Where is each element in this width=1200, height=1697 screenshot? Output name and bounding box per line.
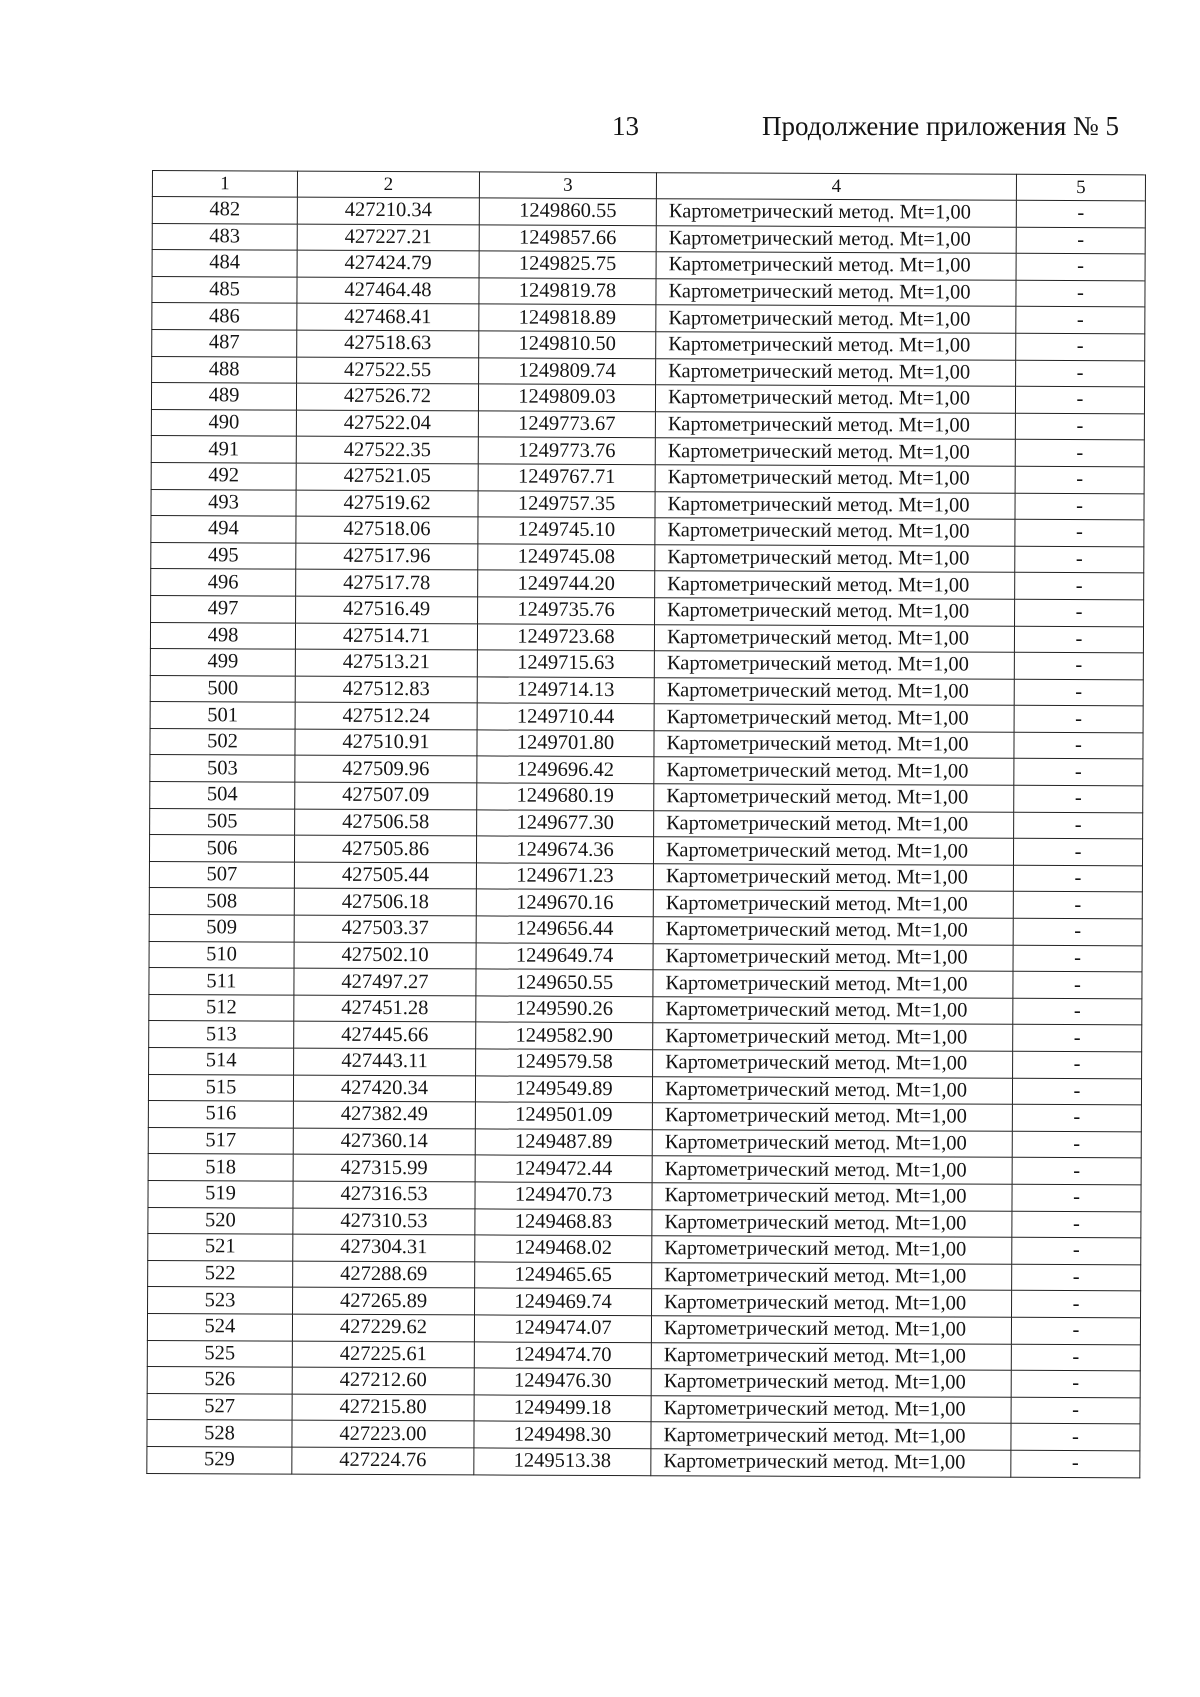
cell-point-number: 497 <box>151 595 296 622</box>
cell-coordinate-x: 427215.80 <box>292 1394 474 1421</box>
cell-method: Картометрический метод. Mt=1,00 <box>652 1076 1012 1104</box>
cell-point-number: 527 <box>147 1393 292 1420</box>
cell-note: - <box>1016 253 1145 280</box>
cell-coordinate-y: 1249860.55 <box>479 198 656 225</box>
cell-point-number: 528 <box>147 1420 292 1447</box>
cell-method: Картометрический метод. Mt=1,00 <box>652 1236 1012 1264</box>
cell-note: - <box>1011 1317 1140 1344</box>
cell-coordinate-x: 427223.00 <box>292 1420 474 1447</box>
cell-coordinate-y: 1249809.74 <box>479 357 656 384</box>
cell-coordinate-y: 1249810.50 <box>479 331 656 358</box>
cell-method: Картометрический метод. Mt=1,00 <box>653 1050 1013 1078</box>
cell-point-number: 509 <box>149 915 294 942</box>
cell-note: - <box>1013 865 1142 892</box>
cell-coordinate-x: 427503.37 <box>294 915 476 942</box>
cell-point-number: 483 <box>152 223 297 250</box>
cell-coordinate-x: 427517.78 <box>296 569 478 596</box>
cell-point-number: 506 <box>149 835 294 862</box>
cell-note: - <box>1012 1184 1141 1211</box>
cell-point-number: 518 <box>148 1154 293 1181</box>
cell-note: - <box>1012 1211 1141 1238</box>
page-number: 13 <box>612 111 639 141</box>
cell-point-number: 523 <box>148 1287 293 1314</box>
cell-method: Картометрический метод. Mt=1,00 <box>656 278 1016 306</box>
cell-coordinate-y: 1249469.74 <box>475 1288 652 1315</box>
cell-coordinate-y: 1249498.30 <box>474 1421 651 1448</box>
cell-method: Картометрический метод. Mt=1,00 <box>652 1289 1012 1317</box>
cell-note: - <box>1014 652 1143 679</box>
cell-method: Картометрический метод. Mt=1,00 <box>653 997 1013 1025</box>
cell-note: - <box>1014 732 1143 759</box>
cell-coordinate-y: 1249818.89 <box>479 304 656 331</box>
cell-method: Картометрический метод. Mt=1,00 <box>656 225 1016 253</box>
cell-point-number: 504 <box>150 782 295 809</box>
cell-point-number: 495 <box>151 542 296 569</box>
cell-coordinate-x: 427512.83 <box>295 676 477 703</box>
cell-note: - <box>1015 466 1144 493</box>
cell-point-number: 503 <box>150 755 295 782</box>
cell-coordinate-x: 427519.62 <box>296 490 478 517</box>
cell-coordinate-x: 427512.24 <box>295 702 477 729</box>
cell-method: Картометрический метод. Mt=1,00 <box>652 1103 1012 1131</box>
cell-coordinate-y: 1249680.19 <box>477 783 654 810</box>
cell-point-number: 513 <box>149 1021 294 1048</box>
cell-coordinate-y: 1249474.70 <box>474 1341 651 1368</box>
cell-coordinate-x: 427265.89 <box>293 1287 475 1314</box>
cell-note: - <box>1014 706 1143 733</box>
cell-coordinate-y: 1249701.80 <box>477 730 654 757</box>
cell-method: Картометрический метод. Mt=1,00 <box>652 1262 1012 1290</box>
cell-point-number: 492 <box>151 462 296 489</box>
cell-coordinate-x: 427304.31 <box>293 1234 475 1261</box>
cell-note: - <box>1015 519 1144 546</box>
cell-coordinate-x: 427224.76 <box>292 1447 474 1474</box>
cell-coordinate-y: 1249825.75 <box>479 251 656 278</box>
cell-coordinate-y: 1249656.44 <box>476 916 653 943</box>
cell-coordinate-y: 1249696.42 <box>477 756 654 783</box>
cell-coordinate-x: 427316.53 <box>293 1181 475 1208</box>
cell-method: Картометрический метод. Mt=1,00 <box>655 571 1015 599</box>
cell-coordinate-y: 1249809.03 <box>478 384 655 411</box>
cell-method: Картометрический метод. Mt=1,00 <box>655 518 1015 546</box>
cell-method: Картометрический метод. Mt=1,00 <box>654 704 1014 732</box>
cell-method: Картометрический метод. Mt=1,00 <box>653 1023 1013 1051</box>
cell-note: - <box>1015 386 1144 413</box>
cell-method: Картометрический метод. Mt=1,00 <box>656 332 1016 360</box>
cell-note: - <box>1013 1025 1142 1052</box>
cell-point-number: 485 <box>152 276 297 303</box>
cell-note: - <box>1015 546 1144 573</box>
cell-note: - <box>1013 971 1142 998</box>
cell-method: Картометрический метод. Mt=1,00 <box>653 837 1013 865</box>
cell-method: Картометрический метод. Mt=1,00 <box>651 1422 1011 1450</box>
cell-coordinate-x: 427518.06 <box>296 516 478 543</box>
cell-point-number: 488 <box>152 356 297 383</box>
cell-method: Картометрический метод. Mt=1,00 <box>655 438 1015 466</box>
cell-coordinate-y: 1249773.76 <box>478 437 655 464</box>
cell-coordinate-y: 1249674.36 <box>476 836 653 863</box>
cell-coordinate-x: 427212.60 <box>292 1367 474 1394</box>
cell-method: Картометрический метод. Mt=1,00 <box>652 1209 1012 1237</box>
cell-method: Картометрический метод. Mt=1,00 <box>656 199 1016 227</box>
cell-method: Картометрический метод. Mt=1,00 <box>656 358 1016 386</box>
cell-note: - <box>1013 1051 1142 1078</box>
cell-point-number: 529 <box>147 1446 292 1473</box>
cell-point-number: 496 <box>151 569 296 596</box>
cell-note: - <box>1013 998 1142 1025</box>
cell-note: - <box>1011 1344 1140 1371</box>
cell-coordinate-y: 1249670.16 <box>476 889 653 916</box>
cell-coordinate-y: 1249472.44 <box>475 1155 652 1182</box>
cell-coordinate-y: 1249649.74 <box>476 943 653 970</box>
cell-point-number: 502 <box>150 728 295 755</box>
cell-note: - <box>1016 307 1145 334</box>
cell-coordinate-x: 427513.21 <box>295 649 477 676</box>
cell-coordinate-y: 1249590.26 <box>476 996 653 1023</box>
cell-method: Картометрический метод. Mt=1,00 <box>655 544 1015 572</box>
cell-coordinate-x: 427509.96 <box>295 756 477 783</box>
appendix-title: Продолжение приложения № 5 <box>762 111 1120 141</box>
cell-note: - <box>1012 1291 1141 1318</box>
cell-note: - <box>1016 280 1145 307</box>
cell-coordinate-y: 1249468.83 <box>475 1208 652 1235</box>
cell-method: Картометрический метод. Mt=1,00 <box>654 731 1014 759</box>
cell-coordinate-y: 1249723.68 <box>477 623 654 650</box>
cell-method: Картометрический метод. Mt=1,00 <box>651 1395 1011 1423</box>
cell-note: - <box>1012 1237 1141 1264</box>
cell-coordinate-y: 1249671.23 <box>476 863 653 890</box>
cell-note: - <box>1011 1397 1140 1424</box>
cell-note: - <box>1015 599 1144 626</box>
cell-coordinate-y: 1249745.08 <box>478 544 655 571</box>
cell-note: - <box>1012 1158 1141 1185</box>
column-header: 5 <box>1016 174 1145 201</box>
cell-coordinate-x: 427522.55 <box>297 357 479 384</box>
cell-point-number: 482 <box>152 197 297 224</box>
cell-coordinate-y: 1249744.20 <box>478 570 655 597</box>
cell-coordinate-x: 427505.86 <box>294 835 476 862</box>
cell-coordinate-y: 1249468.02 <box>475 1235 652 1262</box>
cell-coordinate-y: 1249710.44 <box>477 703 654 730</box>
cell-point-number: 522 <box>148 1260 293 1287</box>
cell-coordinate-x: 427382.49 <box>293 1101 475 1128</box>
cell-coordinate-x: 427360.14 <box>293 1128 475 1155</box>
cell-coordinate-y: 1249499.18 <box>474 1395 651 1422</box>
cell-method: Картометрический метод. Mt=1,00 <box>651 1449 1011 1477</box>
cell-point-number: 500 <box>150 675 295 702</box>
cell-coordinate-y: 1249582.90 <box>476 1022 653 1049</box>
coordinates-table <box>146 170 1146 1478</box>
cell-note: - <box>1013 945 1142 972</box>
cell-coordinate-y: 1249714.13 <box>477 677 654 704</box>
cell-coordinate-x: 427506.58 <box>295 809 477 836</box>
column-header: 2 <box>297 171 479 198</box>
cell-coordinate-x: 427210.34 <box>297 197 479 224</box>
cell-coordinate-y: 1249501.09 <box>475 1102 652 1129</box>
cell-coordinate-y: 1249465.65 <box>475 1262 652 1289</box>
cell-note: - <box>1014 679 1143 706</box>
cell-coordinate-x: 427227.21 <box>297 224 479 251</box>
cell-note: - <box>1013 918 1142 945</box>
cell-coordinate-x: 427510.91 <box>295 729 477 756</box>
cell-point-number: 514 <box>149 1047 294 1074</box>
cell-coordinate-x: 427468.41 <box>297 304 479 331</box>
cell-point-number: 505 <box>150 808 295 835</box>
cell-point-number: 491 <box>151 436 296 463</box>
cell-coordinate-y: 1249487.89 <box>475 1129 652 1156</box>
cell-note: - <box>1016 360 1145 387</box>
cell-note: - <box>1016 200 1145 227</box>
table-body <box>147 197 1146 1478</box>
cell-point-number: 525 <box>147 1340 292 1367</box>
cell-coordinate-y: 1249549.89 <box>475 1076 652 1103</box>
cell-note: - <box>1013 839 1142 866</box>
cell-coordinate-x: 427526.72 <box>296 383 478 410</box>
cell-point-number: 520 <box>148 1207 293 1234</box>
cell-coordinate-x: 427522.35 <box>296 436 478 463</box>
cell-coordinate-y: 1249757.35 <box>478 490 655 517</box>
cell-coordinate-y: 1249513.38 <box>474 1448 651 1475</box>
cell-method: Картометрический метод. Mt=1,00 <box>653 943 1013 971</box>
cell-point-number: 486 <box>152 303 297 330</box>
cell-method: Картометрический метод. Mt=1,00 <box>653 917 1013 945</box>
cell-point-number: 493 <box>151 489 296 516</box>
cell-coordinate-x: 427443.11 <box>294 1048 476 1075</box>
cell-point-number: 516 <box>148 1101 293 1128</box>
cell-point-number: 510 <box>149 941 294 968</box>
cell-point-number: 521 <box>148 1234 293 1261</box>
cell-note: - <box>1013 892 1142 919</box>
cell-note: - <box>1012 1131 1141 1158</box>
cell-coordinate-x: 427424.79 <box>297 250 479 277</box>
cell-coordinate-y: 1249650.55 <box>476 969 653 996</box>
cell-coordinate-x: 427420.34 <box>293 1075 475 1102</box>
cell-coordinate-x: 427507.09 <box>295 782 477 809</box>
cell-method: Картометрический метод. Mt=1,00 <box>654 677 1014 705</box>
cell-coordinate-y: 1249767.71 <box>478 464 655 491</box>
cell-coordinate-y: 1249470.73 <box>475 1182 652 1209</box>
cell-point-number: 519 <box>148 1180 293 1207</box>
cell-note: - <box>1016 227 1145 254</box>
column-header: 1 <box>152 171 297 198</box>
cell-coordinate-x: 427464.48 <box>297 277 479 304</box>
cell-point-number: 507 <box>149 861 294 888</box>
cell-coordinate-x: 427516.49 <box>296 596 478 623</box>
cell-coordinate-y: 1249579.58 <box>476 1049 653 1076</box>
cell-note: - <box>1014 759 1143 786</box>
cell-note: - <box>1015 440 1144 467</box>
cell-method: Картометрический метод. Mt=1,00 <box>653 890 1013 918</box>
cell-coordinate-x: 427506.18 <box>294 889 476 916</box>
cell-point-number: 484 <box>152 250 297 277</box>
cell-note: - <box>1015 573 1144 600</box>
cell-coordinate-y: 1249474.07 <box>474 1315 651 1342</box>
column-header: 4 <box>656 173 1016 201</box>
cell-coordinate-x: 427310.53 <box>293 1208 475 1235</box>
cell-note: - <box>1011 1450 1140 1477</box>
cell-coordinate-x: 427517.96 <box>296 543 478 570</box>
cell-point-number: 511 <box>149 968 294 995</box>
cell-method: Картометрический метод. Mt=1,00 <box>653 970 1013 998</box>
cell-coordinate-x: 427522.04 <box>296 410 478 437</box>
cell-note: - <box>1011 1424 1140 1451</box>
cell-coordinate-x: 427518.63 <box>297 330 479 357</box>
cell-coordinate-x: 427521.05 <box>296 463 478 490</box>
cell-coordinate-x: 427315.99 <box>293 1155 475 1182</box>
cell-point-number: 512 <box>149 994 294 1021</box>
cell-note: - <box>1016 333 1145 360</box>
cell-note: - <box>1011 1370 1140 1397</box>
cell-coordinate-x: 427288.69 <box>293 1261 475 1288</box>
cell-coordinate-y: 1249735.76 <box>478 597 655 624</box>
cell-method: Картометрический метод. Mt=1,00 <box>651 1316 1011 1344</box>
cell-point-number: 508 <box>149 888 294 915</box>
cell-method: Картометрический метод. Mt=1,00 <box>654 810 1014 838</box>
cell-point-number: 499 <box>150 649 295 676</box>
cell-method: Картометрический метод. Mt=1,00 <box>652 1156 1012 1184</box>
cell-note: - <box>1012 1264 1141 1291</box>
cell-note: - <box>1012 1104 1141 1131</box>
cell-note: - <box>1014 812 1143 839</box>
cell-note: - <box>1014 626 1143 653</box>
cell-point-number: 489 <box>151 383 296 410</box>
cell-coordinate-y: 1249773.67 <box>478 411 655 438</box>
cell-coordinate-x: 427445.66 <box>294 1022 476 1049</box>
column-header: 3 <box>479 172 656 199</box>
cell-method: Картометрический метод. Mt=1,00 <box>654 784 1014 812</box>
cell-coordinate-x: 427505.44 <box>294 862 476 889</box>
cell-method: Картометрический метод. Mt=1,00 <box>655 491 1015 519</box>
cell-coordinate-x: 427514.71 <box>295 623 477 650</box>
cell-method: Картометрический метод. Mt=1,00 <box>651 1342 1011 1370</box>
cell-method: Картометрический метод. Mt=1,00 <box>656 305 1016 333</box>
cell-coordinate-y: 1249857.66 <box>479 225 656 252</box>
cell-coordinate-y: 1249819.78 <box>479 278 656 305</box>
cell-coordinate-y: 1249476.30 <box>474 1368 651 1395</box>
cell-point-number: 494 <box>151 516 296 543</box>
cell-coordinate-x: 427451.28 <box>294 995 476 1022</box>
cell-coordinate-y: 1249745.10 <box>478 517 655 544</box>
cell-point-number: 487 <box>152 329 297 356</box>
cell-coordinate-x: 427497.27 <box>294 968 476 995</box>
cell-method: Картометрический метод. Mt=1,00 <box>654 651 1014 679</box>
cell-point-number: 498 <box>150 622 295 649</box>
cell-method: Картометрический метод. Mt=1,00 <box>656 252 1016 280</box>
cell-note: - <box>1012 1078 1141 1105</box>
cell-note: - <box>1015 493 1144 520</box>
cell-point-number: 490 <box>151 409 296 436</box>
cell-method: Картометрический метод. Mt=1,00 <box>655 385 1015 413</box>
cell-coordinate-x: 427502.10 <box>294 942 476 969</box>
cell-point-number: 517 <box>148 1127 293 1154</box>
cell-method: Картометрический метод. Mt=1,00 <box>655 465 1015 493</box>
cell-point-number: 501 <box>150 702 295 729</box>
table-row <box>147 1446 1140 1477</box>
cell-coordinate-y: 1249677.30 <box>477 810 654 837</box>
cell-method: Картометрический метод. Mt=1,00 <box>652 1183 1012 1211</box>
cell-coordinate-y: 1249715.63 <box>477 650 654 677</box>
cell-note: - <box>1014 785 1143 812</box>
cell-method: Картометрический метод. Mt=1,00 <box>652 1129 1012 1157</box>
cell-point-number: 526 <box>147 1367 292 1394</box>
cell-point-number: 515 <box>148 1074 293 1101</box>
cell-method: Картометрический метод. Mt=1,00 <box>654 624 1014 652</box>
cell-method: Картометрический метод. Mt=1,00 <box>653 864 1013 892</box>
cell-method: Картометрический метод. Mt=1,00 <box>655 598 1015 626</box>
cell-point-number: 524 <box>147 1313 292 1340</box>
cell-method: Картометрический метод. Mt=1,00 <box>654 757 1014 785</box>
cell-coordinate-x: 427225.61 <box>292 1341 474 1368</box>
cell-method: Картометрический метод. Mt=1,00 <box>651 1369 1011 1397</box>
cell-coordinate-x: 427229.62 <box>292 1314 474 1341</box>
cell-method: Картометрический метод. Mt=1,00 <box>655 411 1015 439</box>
cell-note: - <box>1015 413 1144 440</box>
